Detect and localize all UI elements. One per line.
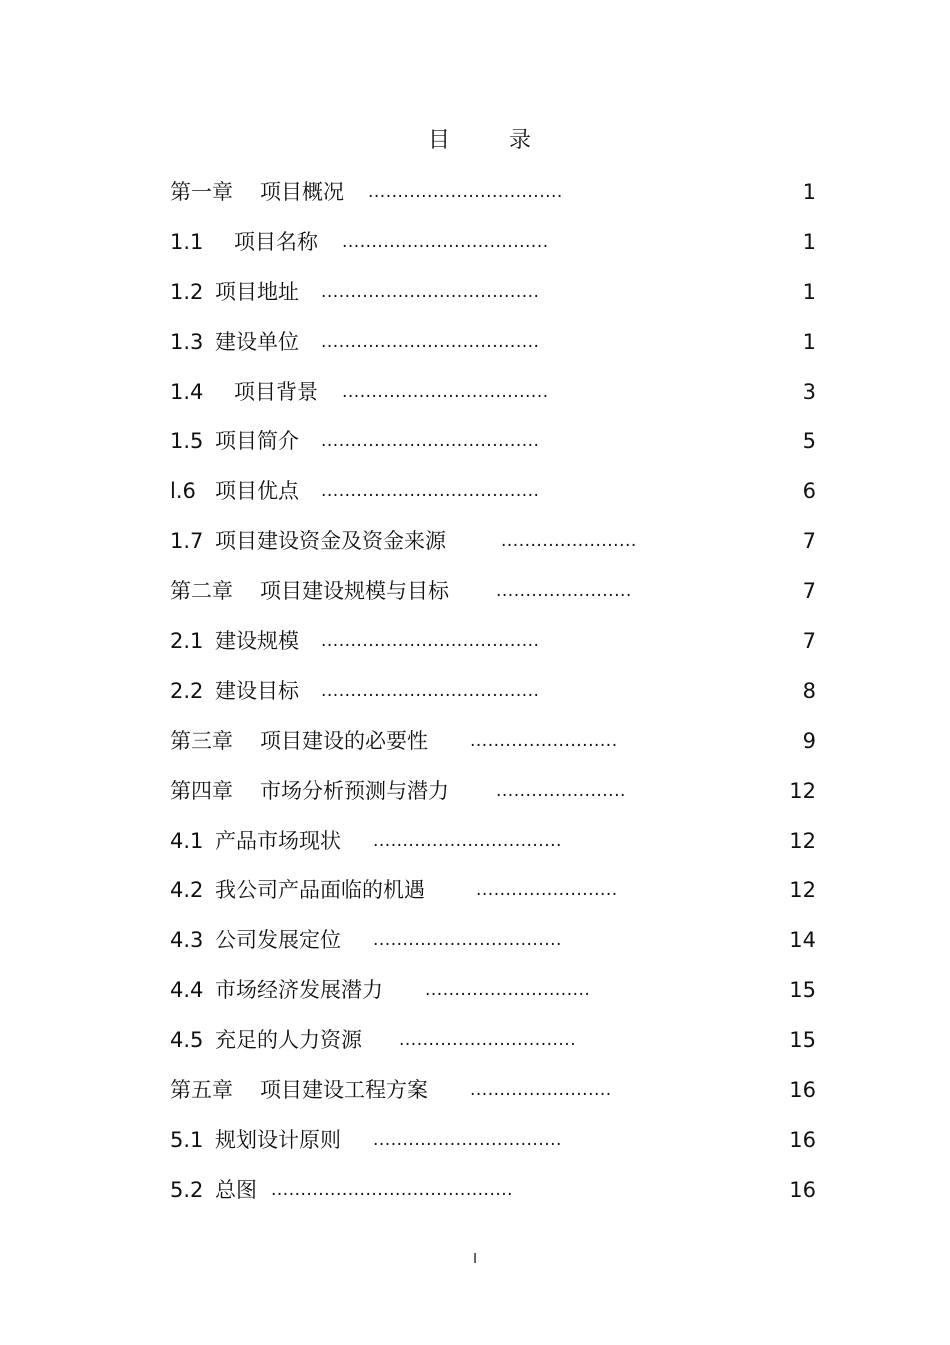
toc-entry-page: 16	[789, 1078, 816, 1103]
toc-leader-dots: .................................	[368, 182, 563, 202]
toc-entry-page: 8	[802, 678, 816, 703]
toc-entry-number: 第四章	[170, 778, 233, 803]
toc-entry-title: 项目背景	[234, 379, 318, 404]
toc-entry-title: 我公司产品面临的机遇	[215, 878, 425, 903]
toc-entry-number: 4.5	[170, 1028, 204, 1053]
toc-entry[interactable]	[170, 671, 816, 721]
toc-entry[interactable]	[170, 1020, 816, 1070]
toc-leader-dots: .....................................	[321, 281, 540, 302]
toc-entry-number: 5.1	[170, 1127, 204, 1152]
toc-entry-number: 1.2	[170, 279, 204, 304]
toc-entry-number: 1.5	[170, 429, 204, 454]
toc-entry-number: 5.2	[170, 1177, 204, 1202]
toc-entry-title: 规划设计原则	[215, 1127, 341, 1152]
toc-entry-number: 4.4	[170, 978, 204, 1003]
toc-entry[interactable]	[170, 1170, 816, 1220]
toc-leader-dots: .....................................	[321, 431, 540, 452]
toc-entry-page: 14	[789, 928, 816, 953]
toc-entry[interactable]	[170, 870, 816, 920]
toc-entry-page: 5	[802, 429, 816, 454]
toc-title: 目 录	[428, 128, 557, 153]
toc-leader-dots: ........................	[470, 1080, 612, 1101]
toc-leader-dots: .......................	[496, 581, 632, 602]
toc-entry[interactable]	[170, 771, 816, 821]
toc-entry[interactable]	[170, 970, 816, 1020]
toc-entry-number: 第二章	[170, 579, 233, 604]
toc-entry-number: 4.1	[170, 828, 204, 853]
toc-entry[interactable]	[170, 471, 816, 521]
toc-leader-dots: ......................	[496, 780, 626, 801]
toc-entry-number: 4.2	[170, 878, 204, 903]
toc-entry-number: 1.4	[170, 379, 204, 404]
toc-entry-title: 项目名称	[234, 229, 318, 254]
toc-leader-dots: ............................	[425, 980, 591, 1001]
toc-entry-title: 项目简介	[215, 429, 299, 454]
toc-entry-page: 1	[802, 279, 816, 304]
toc-entry[interactable]	[170, 421, 816, 471]
toc-entry-title: 市场分析预测与潜力	[260, 778, 449, 803]
toc-entry-title: 项目建设规模与目标	[260, 579, 449, 604]
toc-entry-page: 15	[789, 978, 816, 1003]
toc-leader-dots: ...................................	[342, 381, 549, 402]
toc-leader-dots: ................................	[373, 930, 562, 951]
toc-entry-page: 7	[802, 529, 816, 554]
toc-entry-number: 4.3	[170, 928, 204, 953]
toc-entry[interactable]	[170, 272, 816, 322]
toc-entry-page: 1	[802, 229, 816, 254]
toc-entry[interactable]	[170, 721, 816, 771]
toc-leader-dots: ................................	[373, 1129, 562, 1150]
toc-entry-title: 项目建设资金及资金来源	[215, 529, 446, 554]
toc-entry[interactable]	[170, 222, 816, 272]
toc-entry-page: 12	[789, 828, 816, 853]
toc-entry-page: 1	[802, 180, 816, 204]
toc-leader-dots: ........................	[476, 880, 618, 901]
toc-entry-title: 总图	[215, 1177, 257, 1202]
toc-entry-title: 公司发展定位	[215, 928, 341, 953]
toc-entry-title: 产品市场现状	[215, 828, 341, 853]
toc-entry-page: 6	[802, 479, 816, 504]
toc-entry[interactable]	[170, 920, 816, 970]
toc-entry-number: 2.2	[170, 678, 204, 703]
toc-entry-page: 15	[789, 1028, 816, 1053]
toc-leader-dots: .....................................	[321, 331, 540, 352]
toc-entry-title: 建设单位	[215, 329, 299, 354]
toc-entry-number: 1.1	[170, 229, 204, 254]
toc-entry-page: 7	[802, 629, 816, 654]
toc-entry-page: 16	[789, 1177, 816, 1202]
toc-entry[interactable]	[170, 322, 816, 372]
toc-entry[interactable]	[170, 1070, 816, 1120]
toc-entry-title: 充足的人力资源	[215, 1028, 362, 1053]
toc-entry-number: 1.3	[170, 329, 204, 354]
toc-entry-number: 1.7	[170, 529, 204, 554]
toc-leader-dots: ..............................	[399, 1030, 577, 1051]
toc-leader-dots: .........................................	[271, 1179, 514, 1200]
toc-entry-page: 12	[789, 878, 816, 903]
toc-leader-dots: .....................................	[321, 680, 540, 701]
toc-entry-title: 项目建设的必要性	[260, 728, 428, 753]
toc-leader-dots: ................................	[373, 830, 562, 851]
toc-entry-title: 市场经济发展潜力	[215, 978, 383, 1003]
toc-entry[interactable]	[170, 372, 816, 422]
toc-entry-number: 2.1	[170, 629, 204, 654]
toc-entry-page: 16	[789, 1127, 816, 1152]
toc-entry-page: 1	[802, 329, 816, 354]
toc-entry[interactable]	[170, 1120, 816, 1170]
toc-entry[interactable]	[170, 521, 816, 571]
toc-leader-dots: .....................................	[321, 631, 540, 652]
toc-leader-dots: ...................................	[342, 231, 549, 252]
toc-entry-page: 12	[789, 778, 816, 803]
toc-entry-number: l.6	[170, 479, 196, 504]
toc-entry-number: 第五章	[170, 1078, 233, 1103]
toc-entry[interactable]	[170, 172, 816, 222]
toc-entry-title: 建设规模	[215, 629, 299, 654]
toc-entry[interactable]	[170, 821, 816, 871]
toc-entry-title: 项目建设工程方案	[260, 1078, 428, 1103]
toc-leader-dots: .......................	[501, 531, 637, 552]
toc-entry-page: 7	[802, 579, 816, 604]
toc-entry-page: 3	[802, 379, 816, 404]
toc-entry-title: 建设目标	[215, 678, 299, 703]
toc-leader-dots: .........................	[470, 730, 618, 751]
toc-entry-page: 9	[802, 728, 816, 753]
toc-entry-title: 项目地址	[215, 279, 299, 304]
toc-entry-number: 第三章	[170, 728, 233, 753]
toc-entry[interactable]	[170, 571, 816, 621]
table-of-contents	[170, 172, 816, 1220]
toc-entry[interactable]	[170, 621, 816, 671]
toc-entry-title: 项目优点	[215, 479, 299, 504]
toc-entry-number: 第一章	[170, 180, 233, 204]
page-number-footer: I	[473, 1252, 477, 1267]
toc-leader-dots: .....................................	[321, 481, 540, 502]
toc-entry-title: 项目概况	[260, 180, 344, 204]
